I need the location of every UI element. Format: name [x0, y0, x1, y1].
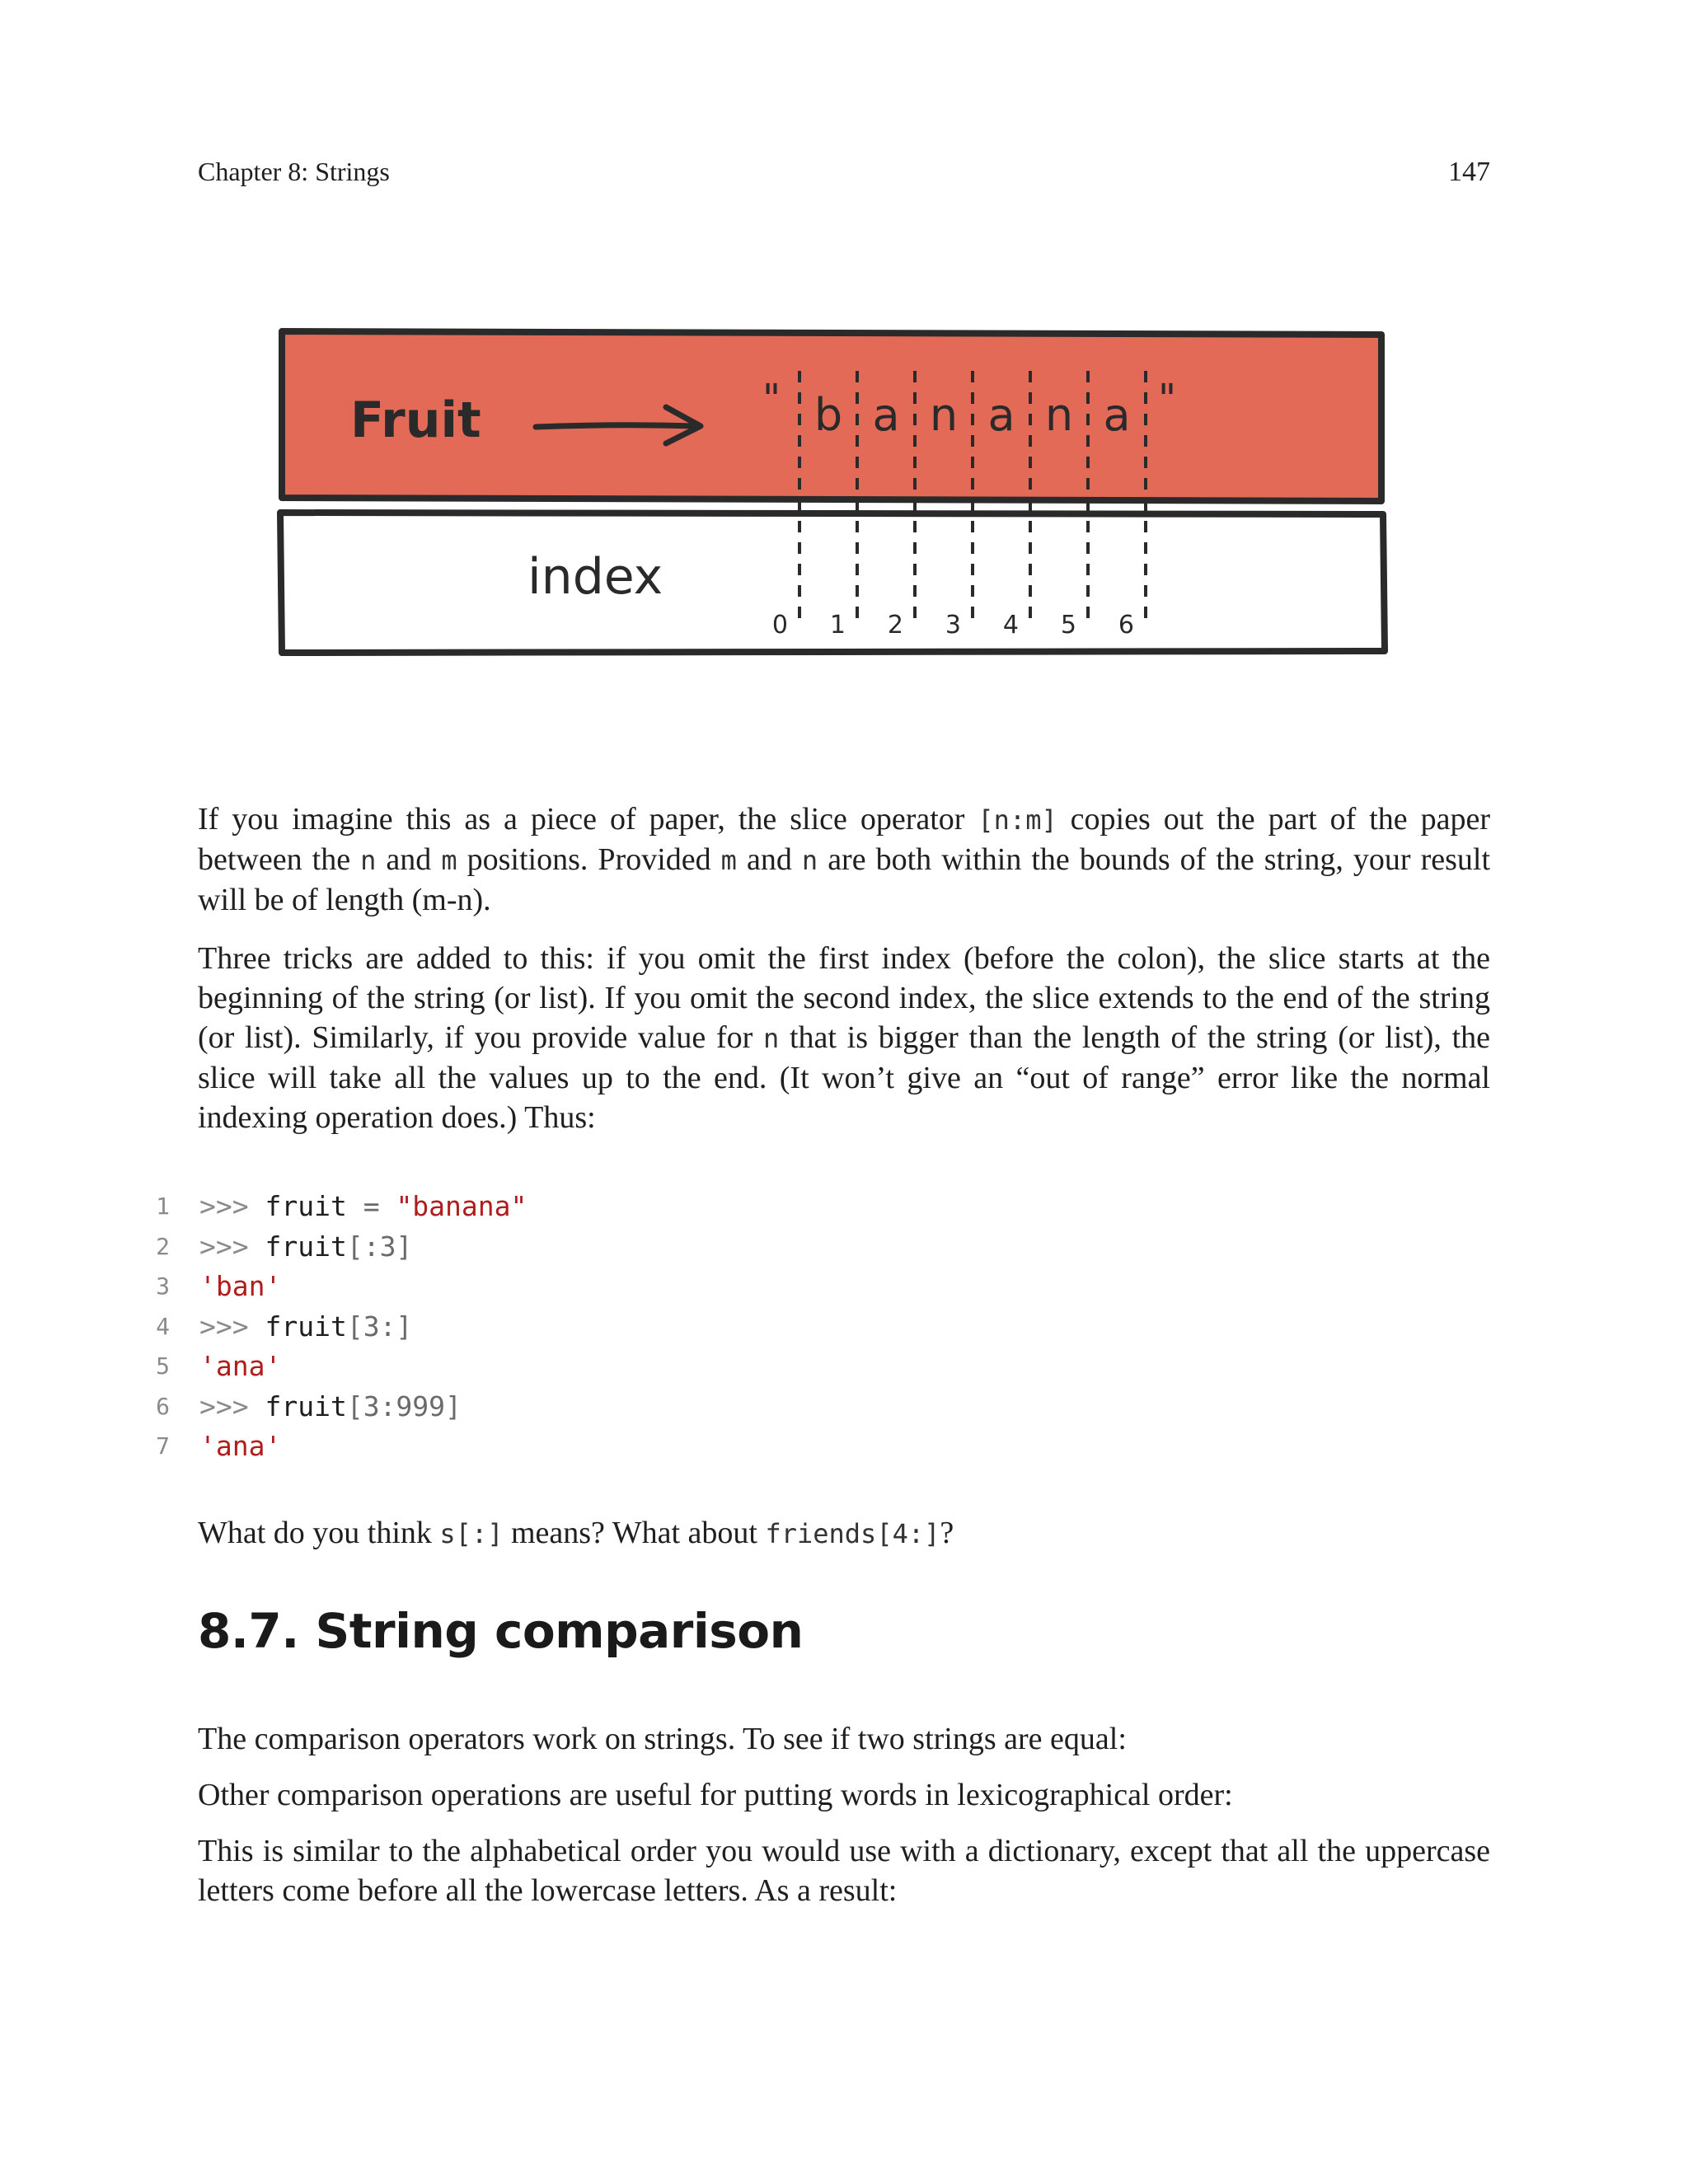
index-number: 1	[829, 611, 846, 640]
paragraph-uppercase: This is similar to the alphabetical order you would use with a dictionary, except that all the uppercase letters come before all the lowercase letters. As a result:	[198, 1834, 1490, 1908]
text-run: ?	[940, 1516, 954, 1550]
code-operator: =	[346, 1190, 396, 1222]
banana-letter: a	[987, 389, 1015, 441]
inline-code: n	[762, 1023, 780, 1054]
paragraph-equality: The comparison operators work on strings. To see if two strings are equal:	[198, 1722, 1127, 1756]
code-operator: [3:]	[346, 1310, 413, 1343]
inline-code: s[:]	[439, 1518, 504, 1549]
code-line	[140, 1227, 527, 1268]
code-line	[140, 1387, 527, 1427]
text-run: If you imagine this as a piece of paper, the slice operator	[198, 802, 978, 837]
text-run: are both within the bounds of the string, your result will be of length (m-n).	[198, 842, 1491, 917]
text-run: and	[376, 842, 442, 877]
text-run: Three tricks are added to this: if you omit the first index (before the colon), the slice starts at the beginning of the string (or list). If you omit the second index, the slice extends to the end of the string (or list). Similarly, if you provide value for	[198, 941, 1490, 1055]
banana-letter: a	[872, 389, 900, 441]
code-string: "banana"	[396, 1190, 528, 1222]
code-listing	[140, 1187, 527, 1467]
banana-letter: n	[1044, 389, 1074, 441]
slice-diagram-svg	[272, 321, 1401, 668]
code-string: 'ban'	[199, 1270, 282, 1302]
code-line	[140, 1307, 527, 1347]
text-run: that is bigger than the length of the string (or list), the slice will take all the values up to the end. (It won’t give an “out of range” error like the normal indexing operation does.) Thus:	[198, 1020, 1490, 1135]
index-label: index	[528, 548, 663, 606]
code-string: 'ana'	[199, 1430, 282, 1462]
running-head	[198, 157, 1490, 188]
code-identifier: fruit	[265, 1310, 347, 1343]
index-number: 0	[771, 611, 788, 640]
code-identifier: fruit	[265, 1390, 347, 1422]
line-number: 2	[156, 1232, 170, 1260]
line-number: 1	[156, 1193, 170, 1220]
section-heading: 8.7. String comparison	[198, 1603, 804, 1659]
index-number: 5	[1060, 611, 1076, 640]
code-identifier: fruit	[265, 1230, 347, 1263]
page-number: 147	[1448, 157, 1490, 187]
inline-code: m	[720, 845, 737, 876]
paragraph-question	[198, 1513, 1490, 1554]
index-number: 3	[945, 611, 961, 640]
repl-prompt: >>>	[199, 1390, 265, 1422]
code-line	[140, 1347, 527, 1387]
line-number: 7	[156, 1432, 170, 1460]
paragraph-lexicographic: Other comparison operations are useful for putting words in lexicographical order:	[198, 1778, 1233, 1812]
text-run: What do you think	[198, 1516, 440, 1550]
text-run: means? What about	[503, 1516, 766, 1550]
text-run: and	[736, 842, 802, 877]
slice-diagram	[272, 321, 1401, 668]
banana-letter: n	[929, 389, 959, 441]
banana-letter: a	[1103, 389, 1131, 441]
index-number: 2	[887, 611, 903, 640]
repl-prompt: >>>	[199, 1310, 265, 1343]
line-number: 5	[156, 1352, 170, 1380]
code-operator: [3:999]	[346, 1390, 462, 1422]
code-string: 'ana'	[199, 1350, 282, 1382]
line-number: 6	[156, 1392, 170, 1420]
repl-prompt: >>>	[199, 1190, 265, 1222]
line-number: 4	[156, 1312, 170, 1340]
close-quote: "	[1158, 376, 1177, 422]
repl-prompt: >>>	[199, 1230, 265, 1263]
inline-code: m	[441, 845, 457, 876]
fruit-label: Fruit	[350, 391, 481, 449]
code-line	[140, 1427, 527, 1467]
paragraph-slice-tricks	[198, 939, 1490, 1137]
inline-code: friends[4:]	[765, 1518, 940, 1549]
code-identifier: fruit	[265, 1190, 347, 1222]
open-quote: "	[762, 376, 781, 422]
code-line	[140, 1187, 527, 1227]
line-number: 3	[156, 1272, 170, 1300]
banana-letter: b	[814, 389, 843, 441]
text-run: copies out the part of the paper between the	[198, 802, 1490, 877]
inline-code: [n:m]	[978, 804, 1057, 836]
code-operator: [:3]	[346, 1230, 413, 1263]
code-line	[140, 1267, 527, 1307]
index-number: 6	[1118, 611, 1134, 640]
index-number: 4	[1002, 611, 1019, 640]
inline-code: n	[801, 845, 818, 876]
text-run: positions. Provided	[457, 842, 721, 877]
inline-code: n	[360, 845, 377, 876]
paragraph-slice-explanation	[198, 799, 1490, 920]
chapter-title: Chapter 8: Strings	[198, 157, 390, 186]
